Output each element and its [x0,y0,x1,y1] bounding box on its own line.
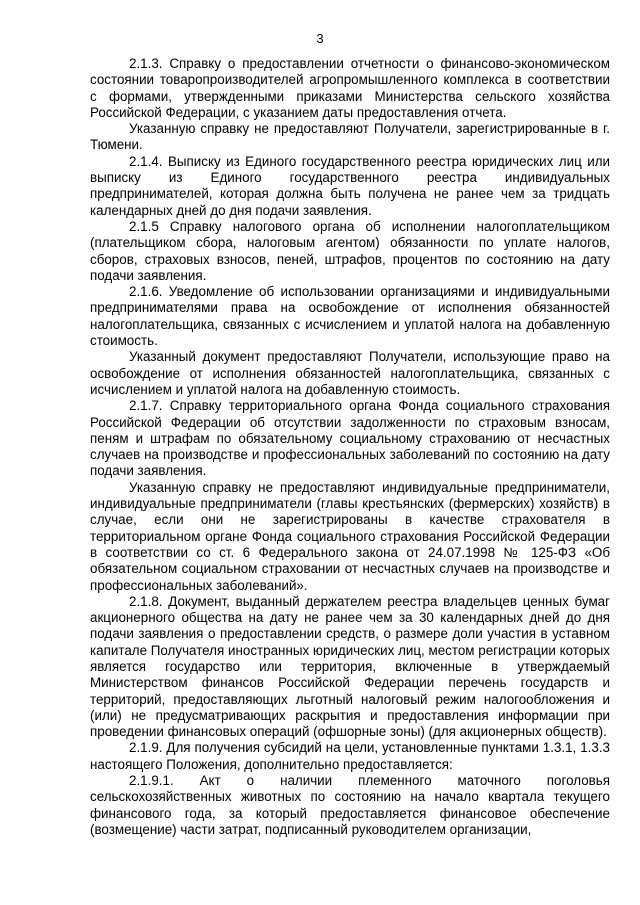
paragraph-2-1-8: 2.1.8. Документ, выданный держателем реестра владельцев ценных бумаг акционерного общества на дату не ранее чем за 30 календарных дней до дня подачи заявления о предоставлении средств, о размере доли участия в уставном капитале Получателя иностранных юридических лиц, местом регистрации которых является государство или территория, включенные в утверждаемый Министерством финансов Российской Федерации перечень государств и территорий, предоставляющих льготный налоговый режим налогообложения и (или) не предусматривающих раскрытия и предоставления информации при проведении финансовых операций (офшорные зоны) (для акционерных обществ). [90,593,610,740]
paragraph-note-fss: Указанную справку не предоставляют индивидуальные предприниматели, индивидуальные предприниматели (главы крестьянских (фермерских) хозяйств) в случае, если они не зарегистрированы в качестве страхователя в территориальном органе Фонда социального страхования Российской Федерации в соответствии со ст. 6 Федерального закона от 24.07.1998 № 125-ФЗ «Об обязательном социальном страховании от несчастных случаев на производстве и профессиональных заболеваний». [90,479,610,593]
page-number: 3 [316,31,324,46]
paragraph-2-1-7: 2.1.7. Справку территориального органа Фонда социального страхования Российской Федерации об отсутствии задолженности по страховым взносам, пеням и штрафам по обязательному социальному страхованию от несчастных случаев на производстве и профессиональных заболеваний по состоянию на дату подачи заявления. [90,398,610,479]
paragraph-2-1-9-1: 2.1.9.1. Акт о наличии племенного маточного поголовья сельскохозяйственных животных по состоянию на начало квартала текущего финансового года, за который предоставляется финансовое обеспечение (возмещение) части затрат, подписанный руководителем организации, [90,773,610,837]
paragraph-2-1-3: 2.1.3. Справку о предоставлении отчетности о финансово-экономическом состоянии товаропроизводителей агропромышленного комплекса в соответствии с формами, утвержденными приказами Министерства сельского хозяйства Российской Федерации, с указанием даты предоставления отчета. [90,56,610,120]
paragraph-2-1-9: 2.1.9. Для получения субсидий на цели, установленные пунктами 1.3.1, 1.3.3 настоящего Положения, дополнительно предоставляется: [90,740,610,772]
paragraph-note-tyumen: Указанную справку не предоставляют Получатели, зарегистрированные в г. Тюмени. [90,121,610,153]
paragraph-2-1-4: 2.1.4. Выписку из Единого государственного реестра юридических лиц или выписку из Единого государственного реестра индивидуальных предпринимателей, которая должна быть получена не ранее чем за тридцать календарных дней до дня подачи заявления. [90,153,610,218]
document-body [90,56,610,838]
paragraph-2-1-5: 2.1.5 Справку налогового органа об исполнении налогоплательщиком (плательщиком сбора, налоговым агентом) обязанности по уплате налогов, сборов, страховых взносов, пеней, штрафов, процентов по состоянию на дату подачи заявления. [90,218,610,283]
paragraph-2-1-6: 2.1.6. Уведомление об использовании организациями и индивидуальными предпринимателями права на освобождение от исполнения обязанностей налогоплательщика, связанных с исчислением и уплатой налога на добавленную стоимость. [90,284,610,349]
paragraph-note-vat: Указанный документ предоставляют Получатели, использующие право на освобождение от исполнения обязанностей налогоплательщика, связанных с исчислением и уплатой налога на добавленную стоимость. [90,349,610,397]
